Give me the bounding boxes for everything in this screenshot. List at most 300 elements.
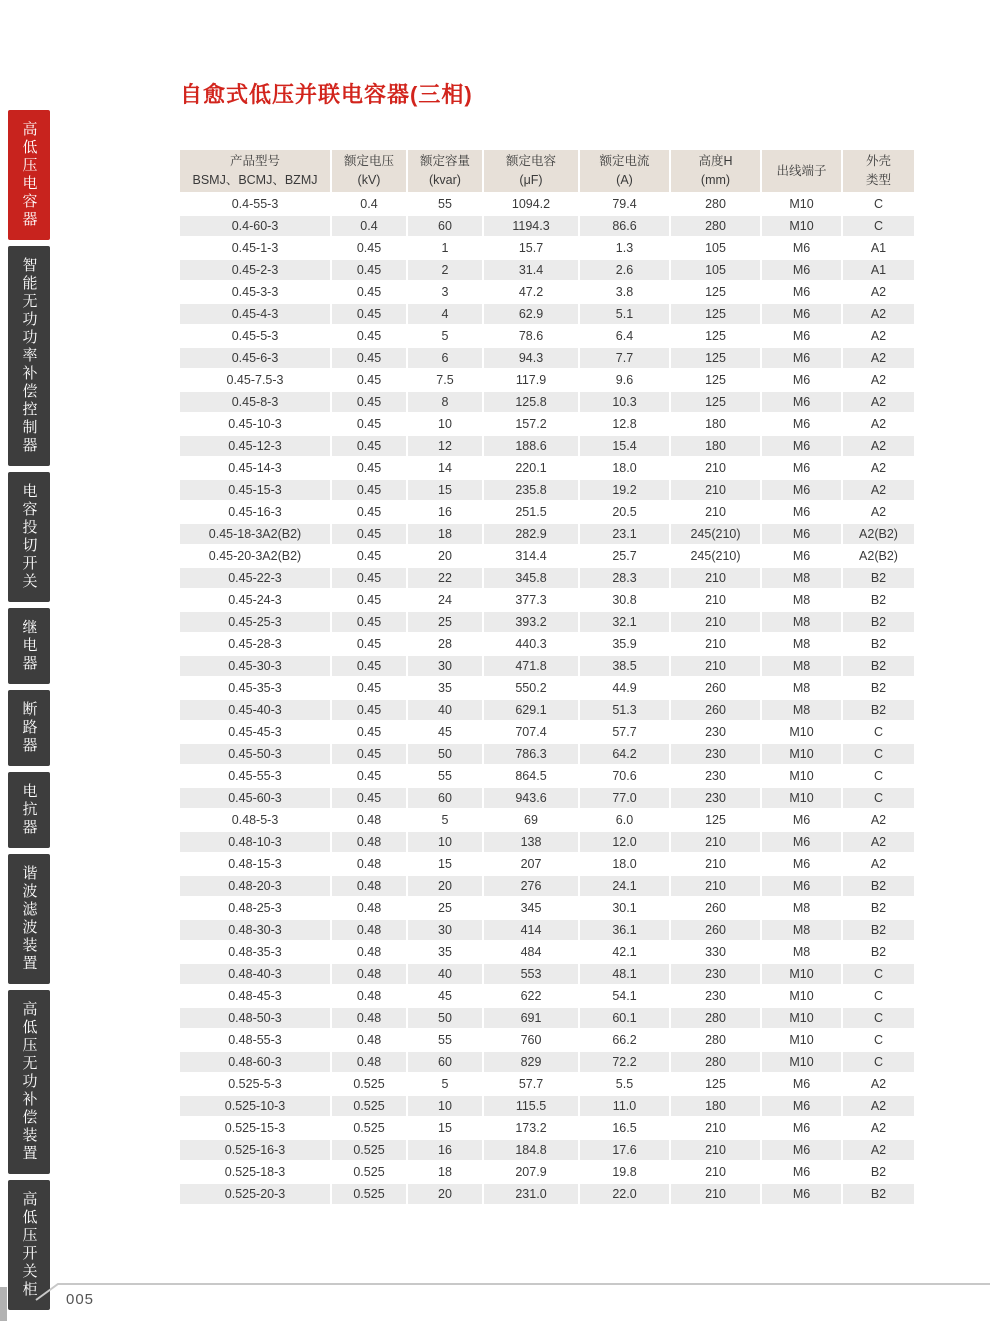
table-cell: 2.6: [580, 260, 669, 280]
table-cell: 0.45-7.5-3: [180, 370, 330, 390]
table-cell: M6: [762, 348, 841, 368]
table-cell: M6: [762, 392, 841, 412]
table-cell: M6: [762, 854, 841, 874]
column-header: 额定容量 (kvar): [408, 150, 482, 192]
table-cell: 28: [408, 634, 482, 654]
table-cell: 188.6: [484, 436, 578, 456]
table-cell: A2: [843, 370, 914, 390]
table-cell: A2: [843, 854, 914, 874]
table-cell: 0.45-28-3: [180, 634, 330, 654]
table-row: [180, 304, 914, 324]
table-cell: M6: [762, 480, 841, 500]
table-row: [180, 524, 914, 544]
table-cell: 30.1: [580, 898, 669, 918]
table-cell: 0.48: [332, 854, 406, 874]
table-cell: 210: [671, 1162, 760, 1182]
sidebar-item[interactable]: [8, 472, 50, 602]
table-cell: 0.45-1-3: [180, 238, 330, 258]
table-row: [180, 568, 914, 588]
table-row: [180, 788, 914, 808]
sidebar-item[interactable]: [8, 854, 50, 984]
table-cell: M6: [762, 502, 841, 522]
table-cell: 0.45: [332, 348, 406, 368]
table-cell: 60: [408, 1052, 482, 1072]
table-row: [180, 700, 914, 720]
table-cell: A2: [843, 414, 914, 434]
sidebar-item[interactable]: [8, 608, 50, 684]
table-cell: 55: [408, 1030, 482, 1050]
sidebar-item-label: 继电器: [20, 619, 38, 673]
table-cell: 79.4: [580, 194, 669, 214]
table-row: [180, 370, 914, 390]
table-cell: 829: [484, 1052, 578, 1072]
table-cell: 0.45-4-3: [180, 304, 330, 324]
table-cell: 0.4: [332, 194, 406, 214]
table-cell: C: [843, 1052, 914, 1072]
table-cell: 48.1: [580, 964, 669, 984]
table-cell: 0.525-20-3: [180, 1184, 330, 1204]
table-cell: 12.0: [580, 832, 669, 852]
sidebar-item[interactable]: [8, 772, 50, 848]
table-cell: 0.45-35-3: [180, 678, 330, 698]
table-row: [180, 656, 914, 676]
table-cell: 0.45: [332, 590, 406, 610]
table-cell: 0.4: [332, 216, 406, 236]
table-cell: 105: [671, 260, 760, 280]
table-cell: 125: [671, 392, 760, 412]
table-cell: 0.45-8-3: [180, 392, 330, 412]
table-cell: 0.45-16-3: [180, 502, 330, 522]
table-cell: A2: [843, 1096, 914, 1116]
table-cell: 180: [671, 1096, 760, 1116]
table-cell: 1194.3: [484, 216, 578, 236]
table-cell: B2: [843, 942, 914, 962]
table-row: [180, 1118, 914, 1138]
table-cell: 0.48-55-3: [180, 1030, 330, 1050]
table-cell: 251.5: [484, 502, 578, 522]
table-cell: 5.1: [580, 304, 669, 324]
table-row: [180, 1096, 914, 1116]
table-cell: 7.7: [580, 348, 669, 368]
table-row: [180, 1184, 914, 1204]
table-row: [180, 326, 914, 346]
table-cell: M8: [762, 568, 841, 588]
table-cell: 0.45-10-3: [180, 414, 330, 434]
table-row: [180, 678, 914, 698]
table-cell: A2: [843, 1074, 914, 1094]
table-cell: 0.45-60-3: [180, 788, 330, 808]
table-cell: 0.45: [332, 568, 406, 588]
table-cell: 10.3: [580, 392, 669, 412]
table-row: [180, 238, 914, 258]
table-cell: 231.0: [484, 1184, 578, 1204]
table-cell: 10: [408, 414, 482, 434]
table-cell: M6: [762, 238, 841, 258]
table-cell: 20: [408, 1184, 482, 1204]
table-cell: 0.48-15-3: [180, 854, 330, 874]
table-cell: 0.45: [332, 744, 406, 764]
table-cell: 0.48: [332, 1052, 406, 1072]
table-cell: 86.6: [580, 216, 669, 236]
table-cell: 30: [408, 656, 482, 676]
table-cell: 0.45: [332, 480, 406, 500]
table-cell: 0.525: [332, 1074, 406, 1094]
table-cell: 19.2: [580, 480, 669, 500]
table-cell: 0.48-20-3: [180, 876, 330, 896]
table-row: [180, 1030, 914, 1050]
table-cell: A2: [843, 832, 914, 852]
table-cell: A2: [843, 1140, 914, 1160]
table-cell: 220.1: [484, 458, 578, 478]
table-cell: B2: [843, 678, 914, 698]
table-cell: B2: [843, 656, 914, 676]
table-cell: 11.0: [580, 1096, 669, 1116]
table-cell: 0.45-40-3: [180, 700, 330, 720]
table-cell: 314.4: [484, 546, 578, 566]
table-cell: 484: [484, 942, 578, 962]
table-cell: 125: [671, 326, 760, 346]
table-cell: 10: [408, 832, 482, 852]
table-cell: 25.7: [580, 546, 669, 566]
table-cell: C: [843, 722, 914, 742]
sidebar-item[interactable]: [8, 990, 50, 1174]
table-cell: 0.45: [332, 458, 406, 478]
table-cell: M10: [762, 788, 841, 808]
table-cell: 0.45-12-3: [180, 436, 330, 456]
table-cell: M6: [762, 414, 841, 434]
table-cell: A2: [843, 326, 914, 346]
table-cell: B2: [843, 634, 914, 654]
table-cell: 0.48: [332, 876, 406, 896]
table-cell: 0.45: [332, 656, 406, 676]
table-cell: 40: [408, 964, 482, 984]
table-cell: A2: [843, 436, 914, 456]
table-cell: 210: [671, 590, 760, 610]
table-cell: 62.9: [484, 304, 578, 324]
table-cell: 0.45-18-3A2(B2): [180, 524, 330, 544]
table-cell: 276: [484, 876, 578, 896]
table-cell: 280: [671, 1008, 760, 1028]
table-cell: 51.3: [580, 700, 669, 720]
table-cell: 23.1: [580, 524, 669, 544]
table-cell: 0.525-15-3: [180, 1118, 330, 1138]
table-cell: C: [843, 986, 914, 1006]
table-cell: M8: [762, 656, 841, 676]
table-cell: 54.1: [580, 986, 669, 1006]
table-cell: 210: [671, 854, 760, 874]
table-cell: 282.9: [484, 524, 578, 544]
table-cell: 125: [671, 370, 760, 390]
table-cell: M8: [762, 612, 841, 632]
table-row: [180, 722, 914, 742]
table-cell: 125: [671, 810, 760, 830]
table-cell: 28.3: [580, 568, 669, 588]
table-cell: A2: [843, 304, 914, 324]
table-row: [180, 832, 914, 852]
table-cell: 0.45: [332, 282, 406, 302]
table-cell: 78.6: [484, 326, 578, 346]
table-cell: 42.1: [580, 942, 669, 962]
table-cell: C: [843, 194, 914, 214]
table-cell: 3: [408, 282, 482, 302]
sidebar-item-label: 高低压开关柜: [20, 1191, 38, 1299]
table-cell: 15: [408, 1118, 482, 1138]
table-cell: 0.45-20-3A2(B2): [180, 546, 330, 566]
table-cell: 280: [671, 1052, 760, 1072]
table-cell: 230: [671, 964, 760, 984]
table-cell: 0.45: [332, 766, 406, 786]
table-cell: 0.48: [332, 986, 406, 1006]
page-title: 自愈式低压并联电容器(三相): [180, 82, 473, 107]
table-cell: 94.3: [484, 348, 578, 368]
table-cell: A2(B2): [843, 546, 914, 566]
column-header: 产品型号 BSMJ、BCMJ、BZMJ: [180, 150, 330, 192]
table-cell: 0.45-6-3: [180, 348, 330, 368]
table-row: [180, 920, 914, 940]
table-cell: 210: [671, 1140, 760, 1160]
table-cell: 0.48-35-3: [180, 942, 330, 962]
table-cell: C: [843, 744, 914, 764]
table-cell: 0.525-10-3: [180, 1096, 330, 1116]
table-cell: 20: [408, 546, 482, 566]
table-cell: M8: [762, 678, 841, 698]
table-cell: 15.4: [580, 436, 669, 456]
sidebar-item-label: 高低压电容器: [20, 121, 38, 229]
table-cell: 0.45-22-3: [180, 568, 330, 588]
table-cell: 55: [408, 766, 482, 786]
table-cell: 0.45-2-3: [180, 260, 330, 280]
table-cell: 5: [408, 810, 482, 830]
table-cell: C: [843, 788, 914, 808]
table-cell: 0.525-16-3: [180, 1140, 330, 1160]
table-cell: 0.45: [332, 326, 406, 346]
table-cell: 3.8: [580, 282, 669, 302]
sidebar-item[interactable]: [8, 246, 50, 466]
table-cell: B2: [843, 612, 914, 632]
table-cell: 210: [671, 1184, 760, 1204]
table-cell: 12.8: [580, 414, 669, 434]
table-cell: 210: [671, 568, 760, 588]
table-cell: 60: [408, 216, 482, 236]
table-cell: B2: [843, 700, 914, 720]
table-cell: 50: [408, 1008, 482, 1028]
sidebar-item-label: 断路器: [20, 701, 38, 755]
table-cell: 50: [408, 744, 482, 764]
sidebar-item[interactable]: [8, 110, 50, 240]
table-cell: A2: [843, 282, 914, 302]
table-cell: B2: [843, 920, 914, 940]
table-cell: 31.4: [484, 260, 578, 280]
footer-rule: [0, 1276, 990, 1316]
table-cell: 6.4: [580, 326, 669, 346]
table-cell: 0.45: [332, 414, 406, 434]
page-number: 005: [66, 1291, 95, 1308]
table-cell: 9.6: [580, 370, 669, 390]
table-cell: C: [843, 216, 914, 236]
table-cell: 0.48: [332, 964, 406, 984]
table-cell: B2: [843, 568, 914, 588]
table-cell: M6: [762, 1184, 841, 1204]
table-cell: M10: [762, 722, 841, 742]
table-cell: 0.48-50-3: [180, 1008, 330, 1028]
column-header: 额定电容 (μF): [484, 150, 578, 192]
table-cell: 32.1: [580, 612, 669, 632]
table-cell: M6: [762, 326, 841, 346]
table-row: [180, 744, 914, 764]
table-row: [180, 1074, 914, 1094]
table-cell: 19.8: [580, 1162, 669, 1182]
table-cell: 0.45-25-3: [180, 612, 330, 632]
table-cell: 230: [671, 788, 760, 808]
table-cell: 0.48-40-3: [180, 964, 330, 984]
table-cell: 0.48-5-3: [180, 810, 330, 830]
table-cell: 64.2: [580, 744, 669, 764]
table-row: [180, 964, 914, 984]
table-cell: 0.48: [332, 1008, 406, 1028]
table-cell: 5: [408, 1074, 482, 1094]
table-cell: 24: [408, 590, 482, 610]
table-cell: 0.525: [332, 1118, 406, 1138]
column-header: 额定电流 (A): [580, 150, 669, 192]
table-cell: 0.45: [332, 700, 406, 720]
table-cell: 786.3: [484, 744, 578, 764]
table-cell: 125.8: [484, 392, 578, 412]
table-cell: 55: [408, 194, 482, 214]
table-cell: 72.2: [580, 1052, 669, 1072]
table-cell: 77.0: [580, 788, 669, 808]
table-cell: 0.45-50-3: [180, 744, 330, 764]
table-cell: 60: [408, 788, 482, 808]
table-cell: M6: [762, 546, 841, 566]
sidebar-item[interactable]: [8, 1180, 50, 1310]
spec-table: [178, 148, 916, 1206]
table-cell: 0.45: [332, 634, 406, 654]
table-cell: 138: [484, 832, 578, 852]
table-cell: 0.45-14-3: [180, 458, 330, 478]
table-cell: M10: [762, 744, 841, 764]
table-cell: M6: [762, 370, 841, 390]
table-cell: 0.45-3-3: [180, 282, 330, 302]
table-row: [180, 634, 914, 654]
table-cell: 180: [671, 436, 760, 456]
table-cell: A2: [843, 458, 914, 478]
table-cell: 70.6: [580, 766, 669, 786]
table-cell: 20: [408, 876, 482, 896]
table-cell: 260: [671, 678, 760, 698]
table-cell: 0.525: [332, 1184, 406, 1204]
table-cell: 440.3: [484, 634, 578, 654]
table-cell: 0.45-30-3: [180, 656, 330, 676]
table-cell: 117.9: [484, 370, 578, 390]
table-cell: 47.2: [484, 282, 578, 302]
table-cell: 180: [671, 414, 760, 434]
table-cell: 69: [484, 810, 578, 830]
table-cell: 691: [484, 1008, 578, 1028]
table-cell: 622: [484, 986, 578, 1006]
table-cell: 105: [671, 238, 760, 258]
table-cell: 245(210): [671, 546, 760, 566]
table-cell: 15: [408, 854, 482, 874]
table-cell: 5.5: [580, 1074, 669, 1094]
table-cell: 345.8: [484, 568, 578, 588]
table-cell: A1: [843, 260, 914, 280]
table-cell: 0.4-60-3: [180, 216, 330, 236]
table-cell: 550.2: [484, 678, 578, 698]
table-row: [180, 414, 914, 434]
table-cell: M8: [762, 700, 841, 720]
table-cell: 0.525-18-3: [180, 1162, 330, 1182]
table-cell: 57.7: [484, 1074, 578, 1094]
table-cell: 15: [408, 480, 482, 500]
table-cell: 8: [408, 392, 482, 412]
table-cell: M6: [762, 1162, 841, 1182]
table-row: [180, 590, 914, 610]
table-cell: B2: [843, 876, 914, 896]
table-row: [180, 876, 914, 896]
table-cell: A2(B2): [843, 524, 914, 544]
table-cell: 17.6: [580, 1140, 669, 1160]
table-cell: 0.48-45-3: [180, 986, 330, 1006]
table-cell: 125: [671, 304, 760, 324]
table-cell: 10: [408, 1096, 482, 1116]
table-header-row: [180, 150, 914, 192]
table-cell: M10: [762, 194, 841, 214]
table-row: [180, 458, 914, 478]
table-cell: M10: [762, 964, 841, 984]
table-cell: 0.48-25-3: [180, 898, 330, 918]
table-cell: 125: [671, 1074, 760, 1094]
table-cell: M10: [762, 1008, 841, 1028]
table-cell: A2: [843, 810, 914, 830]
table-cell: M6: [762, 876, 841, 896]
sidebar-item[interactable]: [8, 690, 50, 766]
table-cell: 18: [408, 524, 482, 544]
table-cell: 230: [671, 722, 760, 742]
table-cell: B2: [843, 1162, 914, 1182]
table-cell: 2: [408, 260, 482, 280]
table-row: [180, 1052, 914, 1072]
table-cell: 210: [671, 612, 760, 632]
table-cell: M8: [762, 942, 841, 962]
table-cell: M10: [762, 1052, 841, 1072]
table-cell: M6: [762, 1074, 841, 1094]
table-cell: A2: [843, 502, 914, 522]
table-cell: M10: [762, 766, 841, 786]
table-cell: 14: [408, 458, 482, 478]
table-row: [180, 480, 914, 500]
table-cell: 22: [408, 568, 482, 588]
table-cell: 4: [408, 304, 482, 324]
table-cell: 35: [408, 678, 482, 698]
table-row: [180, 216, 914, 236]
table-cell: C: [843, 1008, 914, 1028]
table-cell: 0.45-45-3: [180, 722, 330, 742]
table-cell: 707.4: [484, 722, 578, 742]
table-cell: M6: [762, 260, 841, 280]
table-cell: 16: [408, 502, 482, 522]
table-cell: M6: [762, 458, 841, 478]
table-cell: A2: [843, 1118, 914, 1138]
table-cell: 5: [408, 326, 482, 346]
table-cell: 260: [671, 700, 760, 720]
table-row: [180, 260, 914, 280]
table-cell: 60.1: [580, 1008, 669, 1028]
table-cell: 25: [408, 898, 482, 918]
table-cell: A2: [843, 348, 914, 368]
column-header: 外壳 类型: [843, 150, 914, 192]
table-cell: 393.2: [484, 612, 578, 632]
sidebar-item-label: 谐波滤波装置: [20, 865, 38, 973]
